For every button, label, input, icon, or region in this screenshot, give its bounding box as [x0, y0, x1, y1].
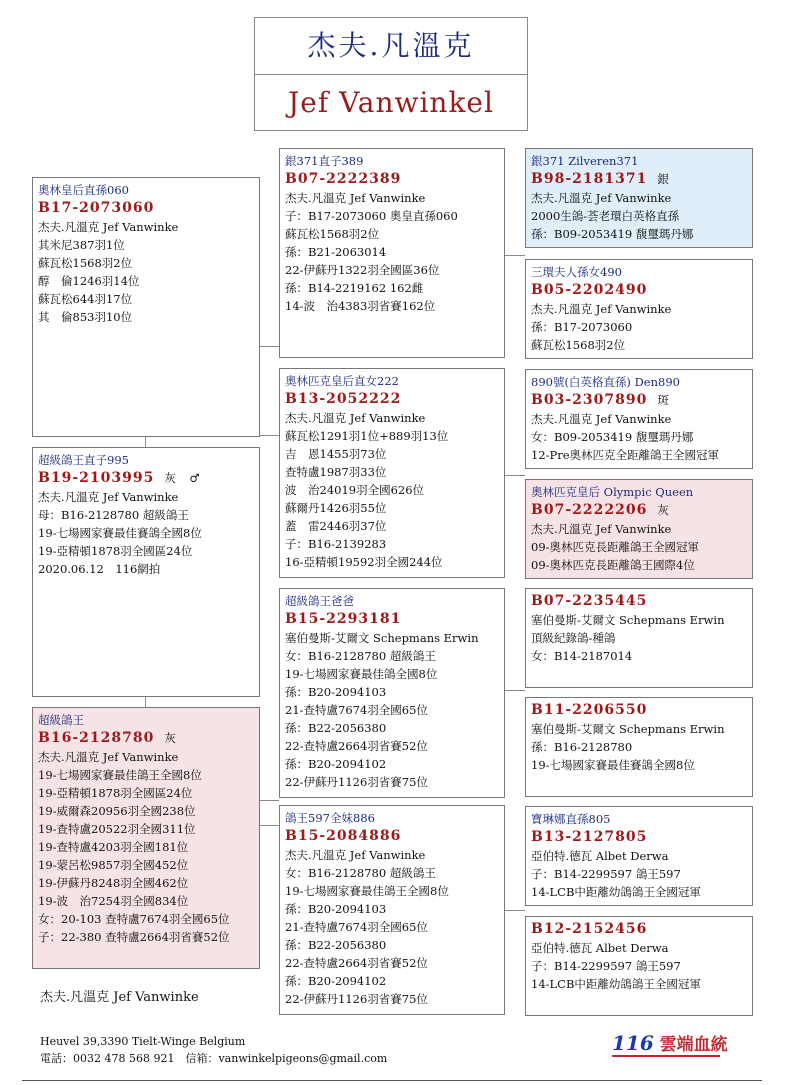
- box-line: 19-七場國家賽最佳鴿王全國8位: [285, 884, 449, 898]
- color-sex: 銀: [657, 172, 670, 186]
- box-line: 子：22-380 查特盧2664羽省賽52位: [38, 930, 230, 944]
- box-line: 子：B17-2073060 奧皇直孫060: [285, 209, 458, 223]
- box-gsire-1: [525, 148, 753, 248]
- box-gdam-4: [525, 916, 753, 1016]
- box-line: 14-LCB中距離幼鴿鴿王全國冠軍: [531, 977, 701, 991]
- ring-number: [38, 199, 254, 218]
- ring-code: B98-2181371: [531, 171, 648, 187]
- color-sex: 斑: [657, 393, 670, 407]
- logo-underline: [612, 1055, 720, 1057]
- box-line: 杰夫.凡溫克 Jef Vanwinke: [38, 750, 179, 764]
- ring-number: [531, 701, 747, 720]
- footer-address: Heuvel 39,3390 Tielt-Winge Belgium: [40, 1035, 246, 1048]
- box-gdam-1: [525, 259, 753, 359]
- connector: [260, 800, 279, 801]
- box-subject: [32, 447, 260, 697]
- ring-code: B15-2293181: [285, 611, 402, 627]
- ring-code: B07-2235445: [531, 593, 648, 609]
- box-line: 子：B14-2299597 鴿王597: [531, 959, 681, 973]
- box-line: 杰夫.凡溫克 Jef Vanwinke: [531, 191, 672, 205]
- connector: [505, 475, 525, 476]
- ring-number: [285, 390, 499, 409]
- box-line: 女：B14-2187014: [531, 649, 633, 663]
- footer-contact: 電話：0032 478 568 921 信箱：vanwinkelpigeons@gmail.com: [40, 1052, 388, 1065]
- ring-number: [531, 391, 747, 410]
- box-dam-sire: [279, 588, 505, 798]
- box-line: 波 治24019羽全國626位: [285, 483, 425, 497]
- box-line: 12-Pre奧林匹克全距離鴿王全國冠軍: [531, 448, 720, 462]
- box-dam-dam: [279, 805, 505, 1015]
- box-line: 19-查特盧4203羽全國181位: [38, 840, 189, 854]
- box-line: 14-波 治4383羽省賽162位: [285, 299, 436, 313]
- box-line: 杰夫.凡溫克 Jef Vanwinke: [38, 220, 179, 234]
- box-line: 醇 倫1246羽14位: [38, 274, 140, 288]
- box-line: 杰夫.凡溫克 Jef Vanwinke: [531, 412, 672, 426]
- box-line: 19-七場國家賽最佳鴿全國8位: [285, 667, 438, 681]
- box-line: 子：B16-2139283: [285, 537, 387, 551]
- box-line: 09-奧林匹克長距離鴿王全國冠軍: [531, 540, 700, 554]
- ring-code: B07-2222389: [285, 171, 402, 187]
- box-line: 孫：B17-2073060: [531, 320, 633, 334]
- ring-code: B11-2206550: [531, 702, 648, 718]
- box-dam: [32, 707, 260, 969]
- box-line: 19-七場國家賽最佳鴿王全國8位: [38, 768, 202, 782]
- box-line: 其 倫853羽10位: [38, 310, 133, 324]
- box-line: 孫：B16-2128780: [531, 740, 633, 754]
- box-line: 查特盧1987羽33位: [285, 465, 387, 479]
- box-line: 塞伯曼斯-艾爾文 Schepmans Erwin: [285, 631, 479, 645]
- box-line: 杰夫.凡溫克 Jef Vanwinke: [531, 522, 672, 536]
- box-line: 孫：B20-2094102: [285, 974, 387, 988]
- box-line: 19-威爾森20956羽全國238位: [38, 804, 196, 818]
- ring-number: [38, 729, 254, 748]
- ring-code: B19-2103995: [38, 470, 155, 486]
- box-line: 頂級紀錄鴿-種鴿: [531, 631, 616, 645]
- box-line: 22-查特盧2664羽省賽52位: [285, 956, 428, 970]
- ring-code: B16-2128780: [38, 730, 155, 746]
- box-line: 21-查特盧7674羽全國65位: [285, 920, 428, 934]
- box-heading: 三環夫人孫女490: [531, 265, 622, 279]
- box-line: 14-LCB中距離幼鴿鴿王全國冠軍: [531, 885, 701, 899]
- box-line: 19-波 治7254羽全國834位: [38, 894, 189, 908]
- box-line: 22-伊蘇丹1126羽省賽75位: [285, 775, 428, 789]
- box-heading: 銀371 Zilveren371: [531, 154, 639, 168]
- box-line: 19-查特盧20522羽全國311位: [38, 822, 196, 836]
- box-heading: 鴿王597全妹886: [285, 811, 375, 825]
- box-line: 蘇瓦松1568羽2位: [285, 227, 380, 241]
- ring-code: B07-2222206: [531, 502, 648, 518]
- box-line: 杰夫.凡溫克 Jef Vanwinke: [285, 848, 426, 862]
- box-line: 蘇瓦松1568羽2位: [531, 338, 626, 352]
- connector: [505, 910, 525, 911]
- logo-number: 116: [612, 1031, 654, 1055]
- box-line: 22-伊蘇丹1322羽全國區36位: [285, 263, 440, 277]
- color-sex: 灰: [164, 731, 177, 745]
- ring-code: B13-2052222: [285, 391, 402, 407]
- box-line: 杰夫.凡溫克 Jef Vanwinke: [38, 490, 179, 504]
- connector: [260, 435, 279, 436]
- box-gsire-3: [525, 588, 753, 688]
- ring-code: B12-2152456: [531, 921, 648, 937]
- box-line: 母：B16-2128780 超級鴿王: [38, 508, 189, 522]
- ring-number: [531, 281, 747, 300]
- box-line: 孫：B22-2056380: [285, 938, 387, 952]
- box-line: 孫：B20-2094102: [285, 757, 387, 771]
- box-line: 子：B14-2299597 鴿王597: [531, 867, 681, 881]
- box-line: 杰夫.凡溫克 Jef Vanwinke: [285, 191, 426, 205]
- title-english: Jef Vanwinkel: [288, 86, 494, 119]
- box-sire-sire: [279, 148, 505, 358]
- box-line: 塞伯曼斯-艾爾文 Schepmans Erwin: [531, 722, 725, 736]
- title-chinese: 杰夫.凡溫克: [255, 18, 527, 75]
- box-line: 女：B16-2128780 超級鴿王: [285, 649, 436, 663]
- box-line: 蘇瓦松1291羽1位+889羽13位: [285, 429, 449, 443]
- box-gsire-2: [525, 369, 753, 469]
- connector: [145, 437, 146, 447]
- box-line: 女：20-103 查特盧7674羽全國65位: [38, 912, 230, 926]
- box-heading: 超級鴿王: [38, 713, 84, 727]
- box-line: 19-亞精頓1878羽全國區24位: [38, 786, 193, 800]
- box-line: 孫：B21-2063014: [285, 245, 387, 259]
- box-heading: 奧林皇后直孫060: [38, 183, 129, 197]
- bottom-rule: [22, 1080, 762, 1081]
- box-line: 孫：B20-2094103: [285, 902, 387, 916]
- box-sire-dam: [279, 368, 505, 578]
- box-line: 吉 恩1455羽73位: [285, 447, 387, 461]
- box-line: 19-七場國家賽最佳賽鴿全國8位: [38, 526, 202, 540]
- box-line: 杰夫.凡溫克 Jef Vanwinke: [531, 302, 672, 316]
- ring-number: [285, 827, 499, 846]
- box-line: 19-蒙呂松9857羽全國452位: [38, 858, 189, 872]
- box-line: 19-伊蘇丹8248羽全國462位: [38, 876, 189, 890]
- box-gsire-4: [525, 806, 753, 906]
- box-line: 女：B09-2053419 馥璽瑪丹娜: [531, 430, 694, 444]
- box-heading: 銀371直子389: [285, 154, 364, 168]
- box-line: 孫：B09-2053419 馥璽瑪丹娜: [531, 227, 694, 241]
- box-heading: 890號(白英格直孫) Den890: [531, 375, 680, 389]
- color-sex: 灰 ♂: [164, 471, 201, 485]
- logo-text: 雲端血統: [659, 1035, 728, 1055]
- box-line: 亞伯特.德瓦 Albet Derwa: [531, 941, 669, 955]
- box-line: 2020.06.12 116網拍: [38, 562, 161, 576]
- box-line: 其米尼387羽1位: [38, 238, 125, 252]
- box-line: 16-亞精頓19592羽全國244位: [285, 555, 443, 569]
- connector: [505, 690, 525, 691]
- box-line: 蘇爾丹1426羽55位: [285, 501, 387, 515]
- box-line: 蘇瓦松644羽17位: [38, 292, 133, 306]
- footer: [40, 1033, 387, 1067]
- logo: [612, 1030, 728, 1055]
- color-sex: 灰: [657, 503, 670, 517]
- ring-number: [531, 501, 747, 520]
- box-line: 孫：B22-2056380: [285, 721, 387, 735]
- box-line: 孫：B20-2094103: [285, 685, 387, 699]
- box-heading: 奧林匹克皇后 Olympic Queen: [531, 485, 694, 499]
- box-line: 19-亞精頓1878羽全國區24位: [38, 544, 193, 558]
- box-heading: 超級鴿王爸爸: [285, 594, 354, 608]
- ring-code: B13-2127805: [531, 829, 648, 845]
- box-line: 22-查特盧2664羽省賽52位: [285, 739, 428, 753]
- connector: [260, 346, 279, 347]
- title-box: [254, 17, 528, 131]
- connector: [145, 697, 146, 707]
- ring-number: [531, 170, 747, 189]
- box-line: 杰夫.凡溫克 Jef Vanwinke: [285, 411, 426, 425]
- box-gdam-2: [525, 479, 753, 579]
- ring-number: [285, 610, 499, 629]
- owner-name: 杰夫.凡溫克 Jef Vanwinke: [40, 990, 199, 1005]
- box-line: 09-奧林匹克長距離鴿王國際4位: [531, 558, 695, 572]
- box-line: 蘇瓦松1568羽2位: [38, 256, 133, 270]
- box-line: 2000生鴿-荟老環白英格直孫: [531, 209, 680, 223]
- box-line: 孫：B14-2219162 162雌: [285, 281, 424, 295]
- box-line: 21-查特盧7674羽全國65位: [285, 703, 428, 717]
- ring-code: B15-2084886: [285, 828, 402, 844]
- ring-number: [38, 469, 254, 488]
- ring-number: [531, 592, 747, 611]
- ring-code: B17-2073060: [38, 200, 155, 216]
- box-line: 19-七場國家賽最佳賽鴿全國8位: [531, 758, 695, 772]
- box-line: 塞伯曼斯-艾爾文 Schepmans Erwin: [531, 613, 725, 627]
- ring-code: B03-2307890: [531, 392, 648, 408]
- box-gdam-3: [525, 697, 753, 797]
- ring-number: [531, 920, 747, 939]
- box-line: 22-伊蘇丹1126羽省賽75位: [285, 992, 428, 1006]
- box-line: 蓋 雷2446羽37位: [285, 519, 387, 533]
- box-heading: 奧林匹克皇后直女222: [285, 374, 399, 388]
- connector: [505, 255, 525, 256]
- ring-code: B05-2202490: [531, 282, 648, 298]
- ring-number: [285, 170, 499, 189]
- box-heading: 超級鴿王直子995: [38, 453, 129, 467]
- box-heading: 寶琳娜直孫805: [531, 812, 611, 826]
- ring-number: [531, 828, 747, 847]
- box-sire: [32, 177, 260, 437]
- box-line: 亞伯特.德瓦 Albet Derwa: [531, 849, 669, 863]
- box-line: 女：B16-2128780 超級鴿王: [285, 866, 436, 880]
- connector: [260, 825, 279, 826]
